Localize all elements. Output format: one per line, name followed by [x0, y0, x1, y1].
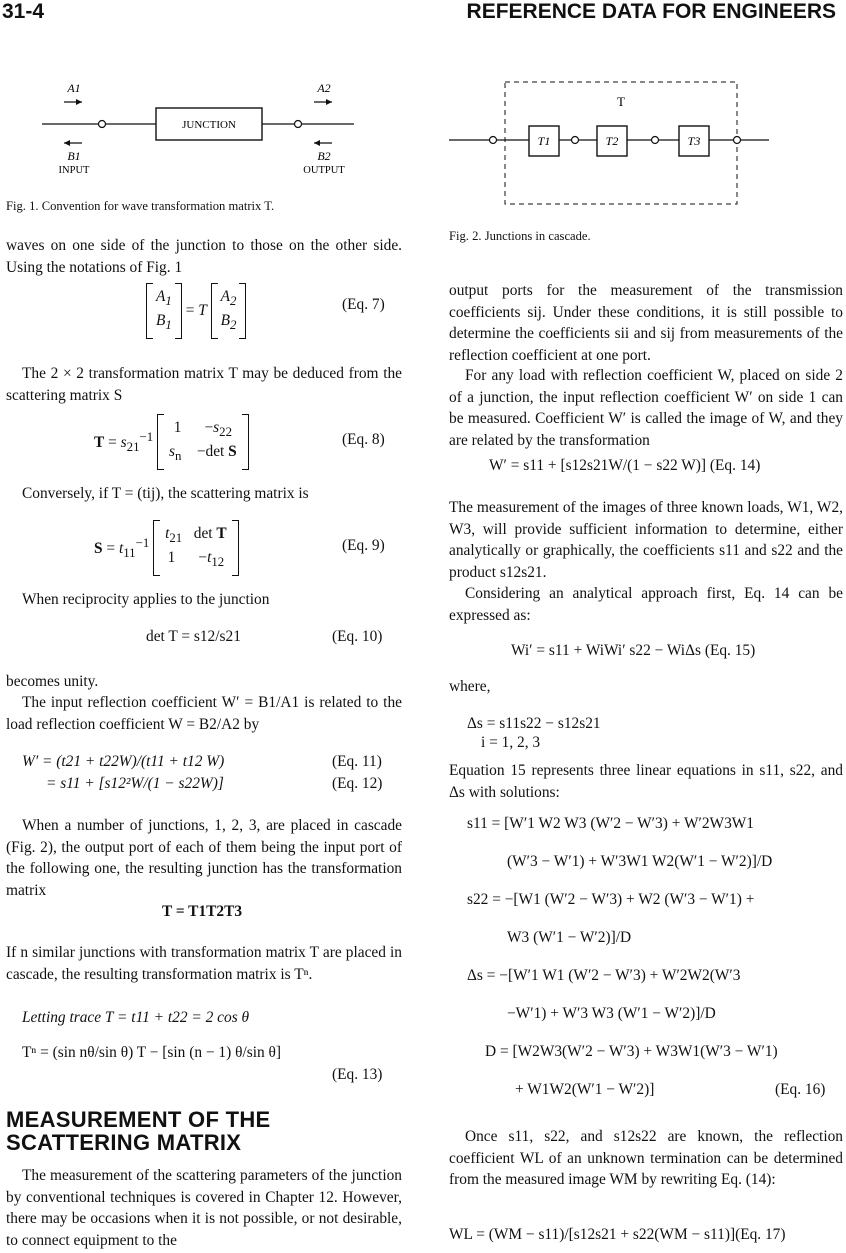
paragraph: waves on one side of the junction to those on the other side. Using the notations of Fig. 1: [6, 237, 402, 276]
fig2-t1-label: T1: [537, 134, 551, 148]
equation-number: (Eq. 13): [332, 1066, 383, 1083]
equation-11: W′ = (t21 + t22W)/(t11 + t12 W): [22, 753, 225, 770]
paragraph: Once s11, s22, and s12s22 are known, the reflection coefficient WL of an unknown termination can be determined from the measured image WM by rewriting Eq. (14):: [449, 1128, 843, 1189]
paragraph: The 2 × 2 transformation matrix T may be deduced from the scattering matrix S: [6, 365, 402, 404]
fig1-b2-label: B2: [317, 149, 331, 163]
paragraph: The measurement of the images of three known loads, W1, W2, W3, will provide sufficient information to determine, either analytically or graphically, the coefficients s11 and s22 and the product s12s21.: [449, 499, 843, 581]
equation-16-d-line1: D = [W2W3(W′2 − W′3) + W3W1(W′3 − W′1): [485, 1043, 778, 1060]
fig2-terminal: [734, 137, 741, 144]
matrix-t: $t_{21}$ det T 1 $-t_{12}$: [153, 520, 239, 576]
section-heading: MEASUREMENT OF THE SCATTERING MATRIX: [6, 1107, 271, 1155]
fig1-output-terminal: [295, 121, 302, 128]
equation-number: (Eq. 16): [775, 1081, 826, 1098]
arrow-left-icon: [64, 140, 70, 146]
paragraph: When a number of junctions, 1, 2, 3, are placed in cascade (Fig. 2), the output port of each of them being the input port of the following one, the resulting junction has the transformation matrix: [6, 817, 402, 899]
equation-cascade: T = T1T2T3: [162, 903, 243, 920]
fig2-terminal: [490, 137, 497, 144]
index-definition: i = 1, 2, 3: [481, 734, 541, 751]
equation-16-s22-line2: W3 (W′1 − W′2)]/D: [507, 929, 632, 946]
fig1-input-label: INPUT: [58, 165, 90, 176]
equation-14: W′ = s11 + [s12s21W/(1 − s22 W)] (Eq. 14): [489, 457, 761, 474]
equation-number: (Eq. 10): [332, 628, 383, 645]
fig1-b1-label: B1: [67, 149, 81, 163]
paragraph: When reciprocity applies to the junction: [22, 591, 270, 608]
fig2-t3-label: T3: [687, 134, 701, 148]
fig2-t2-label: T2: [605, 134, 619, 148]
equation-16-ds-line1: Δs = −[W′1 W1 (W′2 − W′3) + W′2W2(W′3: [467, 967, 741, 984]
figure-1-caption: Fig. 1. Convention for wave transformation matrix T.: [6, 199, 275, 213]
equation-number: (Eq. 9): [342, 537, 385, 554]
fig1-a2-label: A2: [317, 81, 331, 95]
equation-10: det T = s12/s21: [146, 628, 241, 645]
arrow-right-icon: [76, 99, 82, 105]
paragraph: Equation 15 represents three linear equations in s11, s22, and Δs with solutions:: [449, 762, 843, 801]
fig1-a1-label: A1: [67, 81, 81, 95]
equation-15: Wi′ = s11 + WiWi′ s22 − WiΔs (Eq. 15): [511, 642, 756, 659]
figure-2-cascade-diagram: [449, 78, 809, 218]
equation-16-s22-line1: s22 = −[W1 (W′2 − W′3) + W2 (W′3 − W′1) +: [467, 891, 755, 908]
paragraph: Conversely, if T = (tij), the scattering matrix is: [22, 485, 309, 502]
equation-number: (Eq. 8): [342, 431, 385, 448]
fig2-terminal: [572, 137, 579, 144]
page-number: 31-4: [2, 0, 45, 23]
equation-16-ds-line2: −W′1) + W′3 W3 (W′1 − W′2)]/D: [507, 1005, 716, 1022]
paragraph: The measurement of the scattering parameters of the junction by conventional techniques is covered in Chapter 12. However, there may be occasions when it is not possible, or not desirable, to connect equipment to the: [6, 1167, 402, 1249]
equation-16-s11-line2: (W′3 − W′1) + W′3W1 W2(W′1 − W′2)]/D: [507, 853, 773, 870]
equation-number: (Eq. 11): [332, 753, 382, 770]
matrix-a1-b1: $A_1$ $B_1$: [146, 283, 182, 339]
page-header: [0, 0, 846, 30]
paragraph: output ports for the measurement of the transmission coefficients sij. Under these conditions, it is still possible to determine the coefficients sii and sij from measurements of the reflection coefficient at one port.: [449, 282, 843, 364]
fig2-terminal: [652, 137, 659, 144]
figure-2-caption: Fig. 2. Junctions in cascade.: [449, 229, 591, 243]
paragraph: where,: [449, 678, 491, 695]
paragraph: Letting trace T = t11 + t22 = 2 cos θ: [22, 1009, 250, 1026]
figure-1-junction-diagram: [34, 80, 364, 180]
running-title: REFERENCE DATA FOR ENGINEERS: [466, 0, 836, 23]
paragraph: For any load with reflection coefficient W, placed on side 2 of a junction, the input reflection coefficient W′ on side 1 can be measured. Coefficient W′ is called the image of W, and they are related by the transformation: [449, 367, 843, 449]
arrow-right-icon: [326, 99, 332, 105]
paragraph: becomes unity.: [6, 673, 99, 690]
paragraph: If n similar junctions with transformation matrix T are placed in cascade, the resulting transformation matrix is Tⁿ.: [6, 944, 402, 983]
fig1-junction-label: JUNCTION: [182, 119, 236, 131]
equation-12: = s11 + [s12²W/(1 − s22W)]: [46, 775, 224, 792]
equation-17: WL = (WM − s11)/[s12s21 + s22(WM − s11)](Eq. 17): [449, 1226, 786, 1243]
fig1-input-terminal: [99, 121, 106, 128]
equation-8: $T = s_{21}^{-1}$ 1 $-s_{22}$ $s_n$ −det S: [94, 414, 249, 470]
equation-13: Tⁿ = (sin nθ/sin θ) T − [sin (n − 1) θ/sin θ]: [22, 1044, 282, 1061]
arrow-left-icon: [314, 140, 320, 146]
fig2-t-label: T: [617, 94, 625, 109]
equation-number: (Eq. 7): [342, 296, 385, 313]
equation-7: $A_1$ $B_1$ = T $A_2$ $B_2$: [146, 283, 246, 339]
equation-16-d-line2: + W1W2(W′1 − W′2)]: [515, 1081, 655, 1098]
matrix-s: 1 $-s_{22}$ $s_n$ −det S: [157, 414, 249, 470]
equation-9: $S = t_{11}^{-1}$ $t_{21}$ det T 1 $-t_{12}$: [94, 520, 239, 576]
paragraph: Considering an analytical approach first, Eq. 14 can be expressed as:: [449, 585, 843, 624]
equation-number: (Eq. 12): [332, 775, 383, 792]
delta-s-definition: Δs = s11s22 − s12s21: [467, 715, 601, 732]
paragraph: The input reflection coefficient W′ = B1/A1 is related to the load reflection coefficient W = B2/A2 by: [6, 694, 402, 733]
equation-16-s11-line1: s11 = [W′1 W2 W3 (W′2 − W′3) + W′2W3W1: [467, 815, 754, 832]
matrix-a2-b2: $A_2$ $B_2$: [211, 283, 247, 339]
fig1-output-label: OUTPUT: [303, 165, 345, 176]
